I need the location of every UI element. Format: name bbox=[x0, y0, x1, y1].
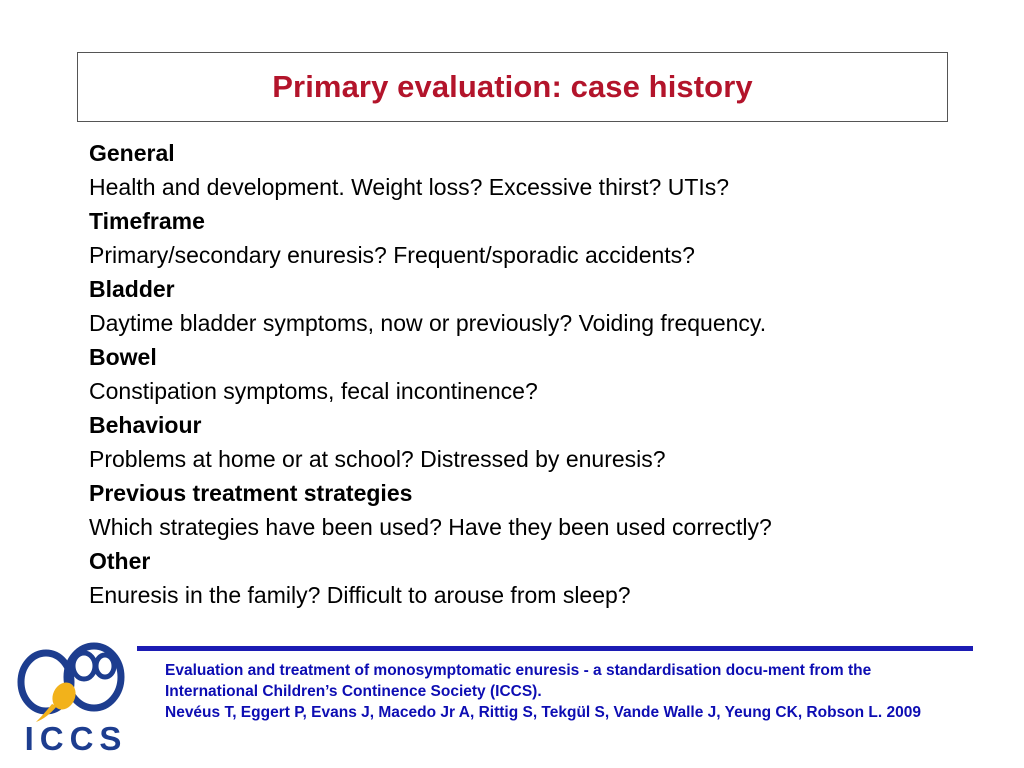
section-heading-other: Other bbox=[89, 548, 151, 574]
citation-authors: Nevéus T, Eggert P, Evans J, Macedo Jr A, Rittig S, Tekgül S, Vande Walle J, Yeung CK, Robson L. 2009 bbox=[165, 704, 921, 721]
logo-wordmark: ICCS bbox=[24, 720, 128, 756]
section-heading-bladder: Bladder bbox=[89, 276, 175, 302]
citation-title: Evaluation and treatment of monosymptomatic enuresis - a standardisation docu-ment from the International Children’s Continence Society (ICCS). bbox=[165, 662, 872, 700]
section-heading-timeframe: Timeframe bbox=[89, 208, 205, 234]
section-heading-behaviour: Behaviour bbox=[89, 412, 202, 438]
section-heading-general: General bbox=[89, 140, 175, 166]
section-text-bladder: Daytime bladder symptoms, now or previously? Voiding frequency. bbox=[89, 310, 767, 336]
section-text-behaviour: Problems at home or at school? Distressed by enuresis? bbox=[89, 446, 666, 472]
section-text-general: Health and development. Weight loss? Excessive thirst? UTIs? bbox=[89, 174, 730, 200]
citation bbox=[165, 660, 955, 723]
slide-title: Primary evaluation: case history bbox=[272, 69, 753, 104]
section-heading-previous-treatment: Previous treatment strategies bbox=[89, 480, 413, 506]
section-text-previous-treatment: Which strategies have been used? Have they been used correctly? bbox=[89, 514, 772, 540]
section-heading-bowel: Bowel bbox=[89, 344, 157, 370]
section-text-timeframe: Primary/secondary enuresis? Frequent/sporadic accidents? bbox=[89, 242, 695, 268]
footer-divider bbox=[137, 646, 973, 651]
content-list bbox=[89, 136, 989, 612]
section-text-other: Enuresis in the family? Difficult to arouse from sleep? bbox=[89, 582, 631, 608]
title-box bbox=[77, 52, 948, 122]
section-text-bowel: Constipation symptoms, fecal incontinence? bbox=[89, 378, 538, 404]
iccs-logo bbox=[14, 636, 140, 756]
